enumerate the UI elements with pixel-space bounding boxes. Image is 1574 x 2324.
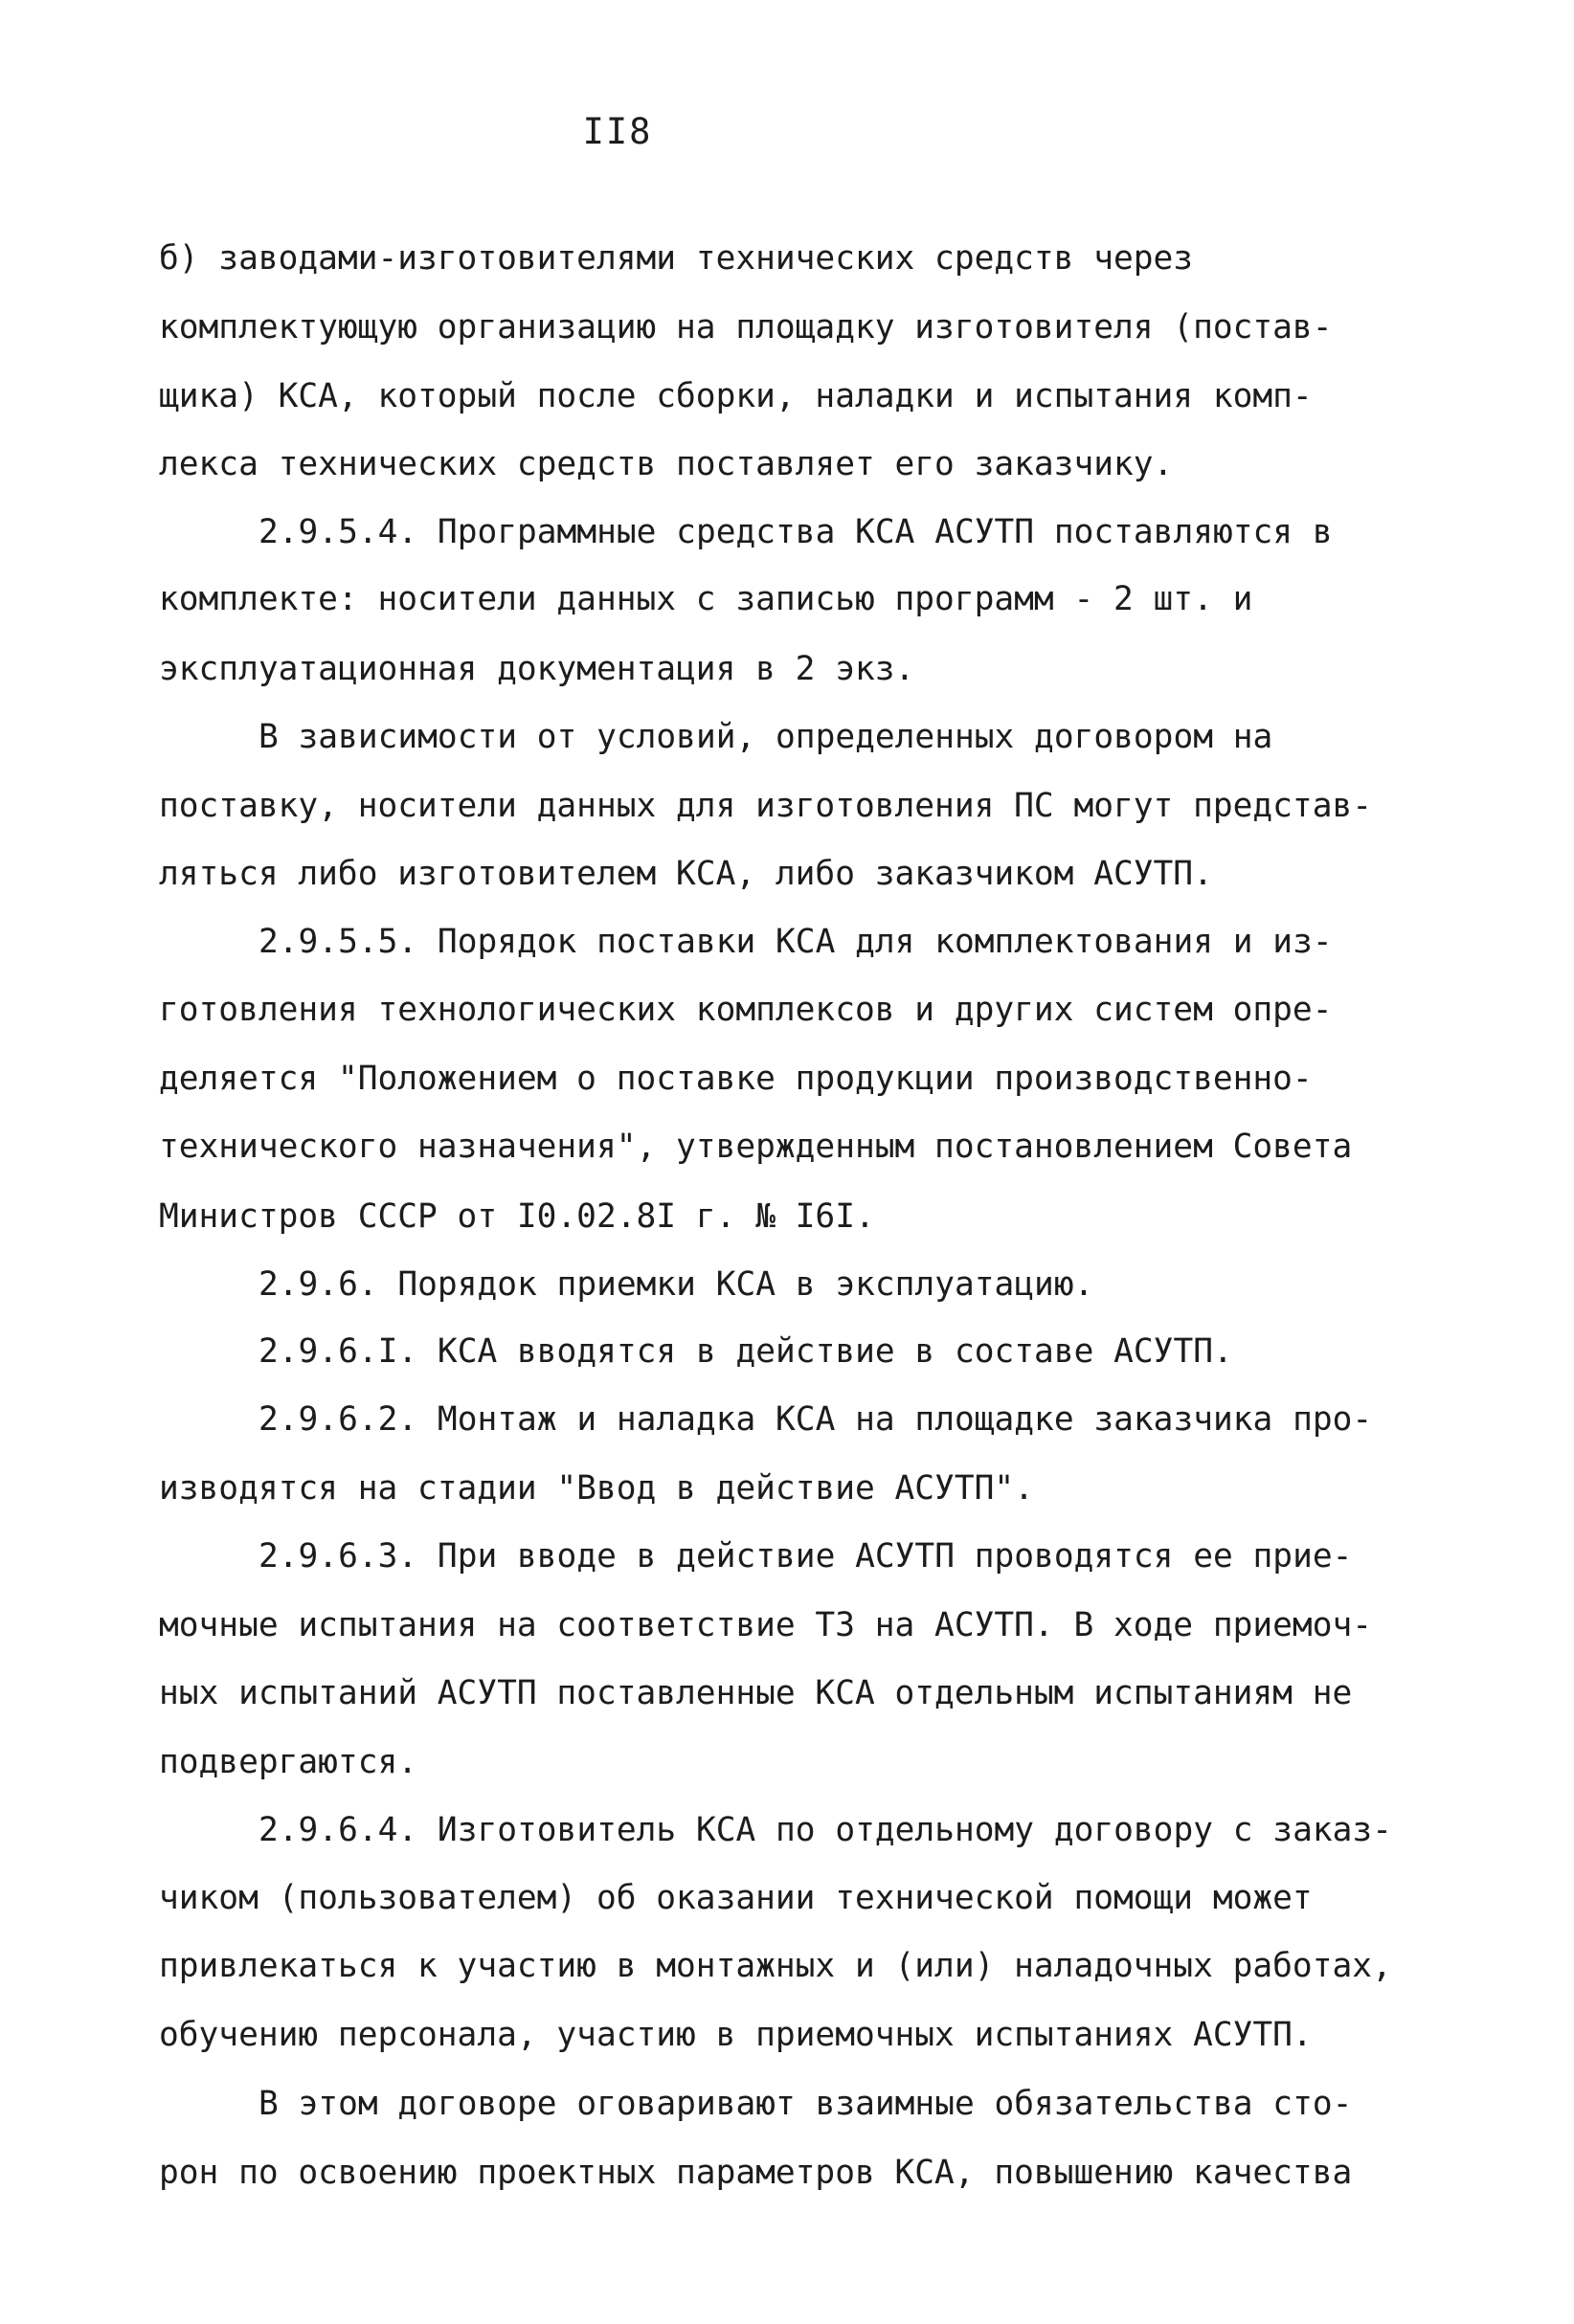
page-number: II8 (582, 111, 653, 152)
text-line: В этом договоре оговаривают взаимные обязательства сто- (259, 2085, 1353, 2123)
text-line: обучению персонала, участию в приемочных испытаниях АСУТП. (159, 2016, 1313, 2054)
text-line: В зависимости от условий, определенных договором на (259, 718, 1273, 756)
text-line: подвергаются. (159, 1743, 418, 1781)
text-line: 2.9.5.5. Порядок поставки КСА для комплектования и из- (259, 923, 1333, 961)
text-line: 2.9.6.4. Изготовитель КСА по отдельному договору с заказ- (259, 1811, 1392, 1849)
text-line: привлекаться к участию в монтажных и (или) наладочных работах, (159, 1947, 1392, 1985)
text-line: технического назначения", утвержденным постановлением Совета (159, 1128, 1353, 1166)
text-line: комплектующую организацию на площадку изготовителя (постав- (159, 308, 1333, 346)
text-line: 2.9.6.2. Монтаж и наладка КСА на площадке заказчика про- (259, 1400, 1373, 1439)
text-line: ных испытаний АСУТП поставленные КСА отдельным испытаниям не (159, 1674, 1353, 1712)
text-line: комплекте: носители данных с записью программ - 2 шт. и (159, 580, 1253, 618)
text-line: изводятся на стадии "Ввод в действие АСУТП". (159, 1469, 1034, 1508)
text-line: чиком (пользователем) об оказании технической помощи может (159, 1879, 1313, 1917)
text-line: 2.9.6. Порядок приемки КСА в эксплуатацию. (259, 1265, 1094, 1304)
text-line: 2.9.5.4. Программные средства КСА АСУТП поставляются в (259, 513, 1333, 551)
text-line: б) заводами-изготовителями технических средств через (159, 239, 1194, 278)
text-line: ляться либо изготовителем КСА, либо заказчиком АСУТП. (159, 855, 1213, 893)
text-line: эксплуатационная документация в 2 экз. (159, 650, 915, 688)
text-line: поставку, носители данных для изготовления ПС могут представ- (159, 787, 1373, 825)
text-line: Министров СССР от I0.02.8I г. № I6I. (159, 1197, 875, 1236)
text-line: мочные испытания на соответствие ТЗ на АСУТП. В ходе приемоч- (159, 1606, 1373, 1644)
text-line: готовления технологических комплексов и других систем опре- (159, 991, 1333, 1029)
text-line: 2.9.6.I. КСА вводятся в действие в составе АСУТП. (259, 1332, 1233, 1371)
text-line: щика) КСА, который после сборки, наладки и испытания комп- (159, 377, 1313, 415)
text-line: деляется "Положением о поставке продукции производственно- (159, 1060, 1313, 1098)
text-line: рон по освоению проектных параметров КСА, повышению качества (159, 2154, 1353, 2192)
text-line: лекса технических средств поставляет его заказчику. (159, 445, 1174, 483)
text-line: 2.9.6.3. При вводе в действие АСУТП проводятся ее прие- (259, 1537, 1353, 1575)
